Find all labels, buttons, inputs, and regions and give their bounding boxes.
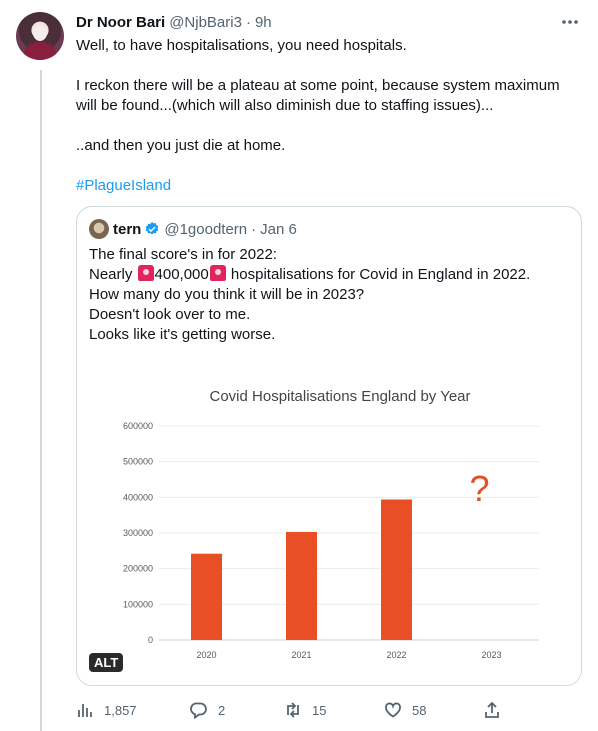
quote-line-suffix: hospitalisations for Covid in England in 2022. [226, 266, 531, 283]
tweet-line: I reckon there will be a plateau at some point, because system maximum will be found...(which will also diminish due to staffing issues)... [76, 77, 560, 114]
like-count: 58 [412, 702, 427, 718]
quote-text [89, 245, 569, 345]
reply-icon [190, 701, 208, 719]
quote-time: Jan 6 [260, 220, 297, 238]
tweet-line: ..and then you just die at home. [76, 137, 286, 154]
action-bar [76, 698, 516, 722]
bar [381, 499, 412, 640]
tweet-header [76, 12, 582, 32]
hashtag-link[interactable]: #PlagueIsland [76, 177, 172, 194]
retweet-count: 15 [312, 702, 327, 718]
chart-title: Covid Hospitalisations England by Year [209, 388, 471, 405]
thread-line [40, 70, 42, 731]
reply-count: 2 [218, 702, 226, 718]
quote-header [89, 219, 297, 239]
x-tick-label: 2023 [481, 650, 502, 660]
y-tick-label: 300000 [122, 528, 153, 538]
tweet-time[interactable]: 9h [254, 13, 272, 31]
y-tick-label: 200000 [122, 563, 153, 574]
quote-line: Looks like it's getting worse. [89, 326, 276, 343]
x-tick-label: 2021 [291, 650, 312, 660]
quote-line [89, 265, 569, 285]
separator-dot: · [245, 13, 251, 31]
share-button[interactable] [483, 698, 501, 722]
bar-chart [77, 367, 581, 685]
quote-author-name: tern [113, 220, 142, 238]
y-tick-label: 400000 [122, 492, 153, 503]
views-count: 1,857 [104, 702, 137, 718]
quote-line: Doesn't look over to me. [89, 306, 251, 323]
alt-badge[interactable]: ALT [89, 653, 123, 672]
views-icon [76, 701, 94, 719]
y-tick-label: 600000 [122, 421, 153, 431]
more-icon[interactable] [560, 12, 580, 35]
avatar[interactable] [16, 12, 64, 60]
bar [191, 554, 222, 640]
x-tick-label: 2022 [386, 650, 407, 660]
y-tick-label: 0 [147, 635, 153, 645]
author-name[interactable]: Dr Noor Bari [76, 13, 166, 31]
tweet-line: Well, to have hospitalisations, you need hospitals. [76, 37, 407, 54]
quote-author-handle: @1goodtern [164, 220, 248, 238]
quote-line-value: 400,000 [154, 266, 209, 283]
retweet-button[interactable] [284, 698, 326, 722]
x-tick-label: 2020 [196, 650, 217, 660]
author-handle[interactable]: @NjbBari3 [169, 13, 242, 31]
quote-line: How many do you think it will be in 2023? [89, 286, 365, 303]
tweet-text [76, 36, 581, 196]
verified-icon [144, 221, 160, 237]
like-button[interactable] [384, 698, 426, 722]
quoted-tweet[interactable] [76, 206, 582, 686]
chart-image[interactable] [77, 367, 581, 685]
quote-avatar [89, 219, 109, 239]
views-button[interactable] [76, 698, 137, 722]
siren-icon [210, 265, 226, 281]
share-icon [483, 701, 501, 719]
quote-line: The final score's in for 2022: [89, 246, 277, 263]
like-icon [384, 701, 402, 719]
siren-icon [138, 265, 154, 281]
retweet-icon [284, 701, 302, 719]
y-tick-label: 100000 [122, 599, 153, 610]
quote-line-prefix: Nearly [89, 266, 137, 283]
separator-dot: · [251, 220, 257, 238]
bar [286, 532, 317, 640]
reply-button[interactable] [190, 698, 225, 722]
y-tick-label: 500000 [122, 456, 153, 467]
chart-annotation: ? [469, 468, 490, 509]
